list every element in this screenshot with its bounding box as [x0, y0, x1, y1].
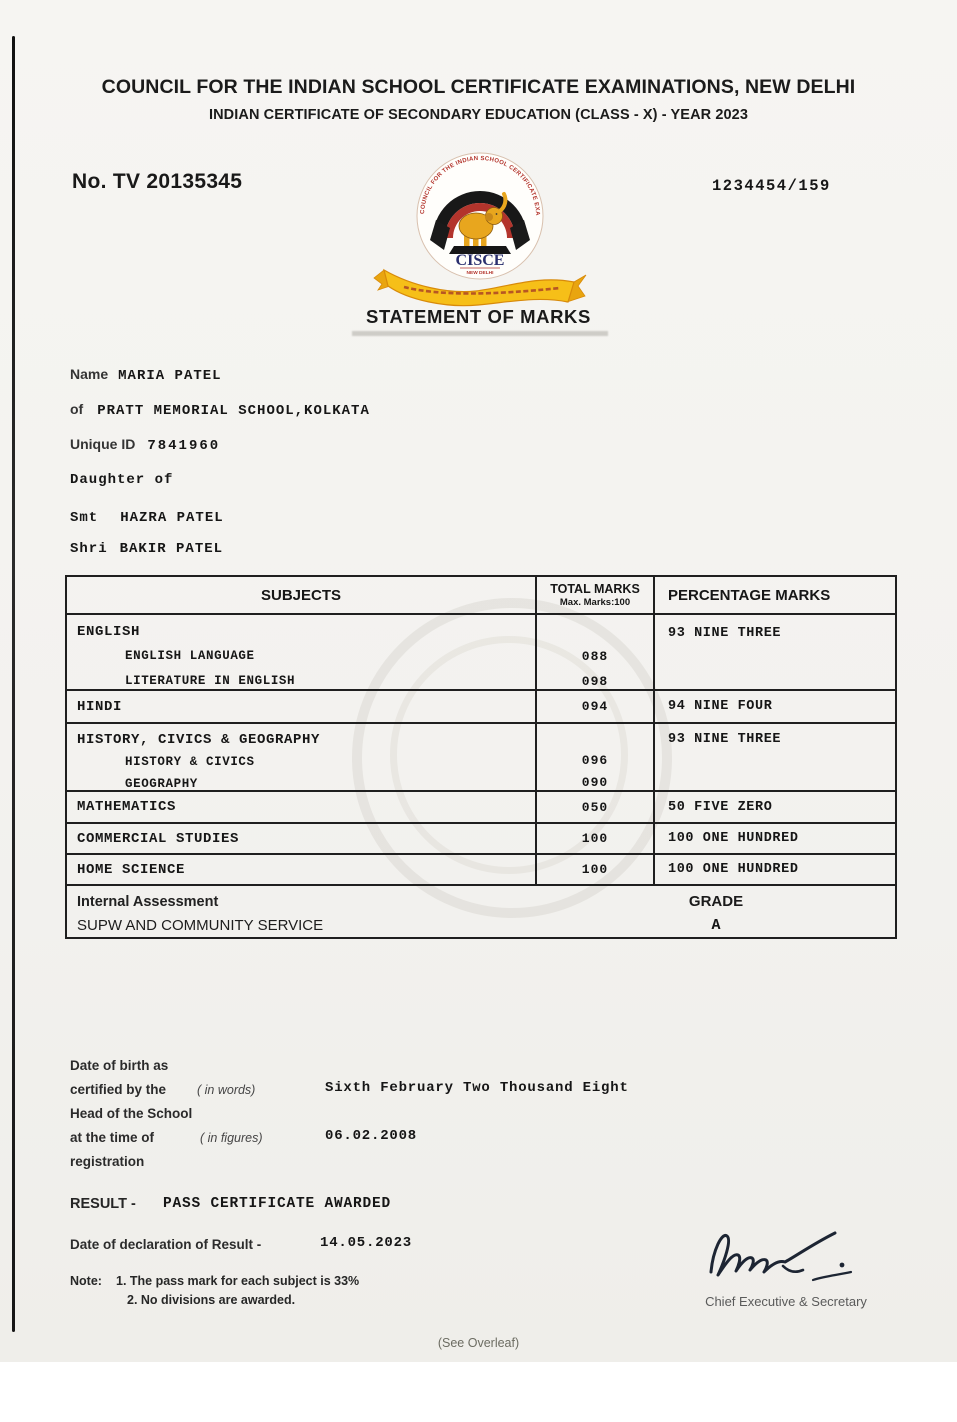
internal-assessment-label: Internal Assessment [77, 894, 219, 910]
subject-marks: 094 [581, 699, 609, 714]
table-row-internal-assessment [67, 884, 895, 937]
max-marks-label: Max. Marks:100 [559, 597, 631, 608]
dob-label-line4: at the time of [70, 1130, 155, 1145]
percentage-marks: 50 FIVE ZERO [668, 799, 773, 815]
declaration-date: 14.05.2023 [320, 1235, 413, 1251]
percentage-marks: 93 NINE THREE [668, 626, 782, 641]
subject-marks: 050 [581, 799, 609, 815]
dob-in-figures-value: 06.02.2008 [325, 1128, 418, 1144]
scan-bottom-margin [0, 1362, 957, 1422]
table-header-row [67, 577, 895, 613]
signatory-title: Chief Executive & Secretary [705, 1294, 867, 1309]
table-row-home-science [67, 853, 895, 884]
statement-title: STATEMENT OF MARKS [366, 306, 591, 327]
student-name-line [70, 366, 222, 384]
header-total-marks [535, 577, 653, 613]
mother-name: HAZRA PATEL [120, 510, 224, 526]
unique-id-label: Unique ID [70, 436, 136, 452]
subject-name: HINDI [77, 698, 123, 715]
subject-marks: 100 [581, 862, 609, 877]
header-council-line: COUNCIL FOR THE INDIAN SCHOOL CERTIFICATE EXAMINATIONS, NEW DELHI [101, 76, 856, 98]
name-label: Name [70, 366, 109, 382]
dob-label-line1: Date of birth as [70, 1058, 169, 1073]
percentage-marks: 93 NINE THREE [668, 732, 782, 747]
percentage-marks: 100 ONE HUNDRED [668, 862, 799, 877]
student-name: MARIA PATEL [118, 368, 222, 384]
sub-subject-name: HISTORY & CIVICS [125, 755, 255, 769]
sub-subject-name: GEOGRAPHY [125, 777, 198, 791]
header-percentage: PERCENTAGE MARKS [653, 577, 895, 613]
note-label: Note: [70, 1274, 102, 1288]
table-row-mathematics [67, 790, 895, 822]
cisce-seal-svg [370, 144, 594, 316]
seal-new-delhi-text: NEW DELHI [466, 271, 494, 276]
seal-cisce-text: CISCE [455, 252, 505, 269]
grade-value: A [711, 917, 721, 934]
mother-line [70, 510, 224, 526]
subject-name: HOME SCIENCE [77, 861, 186, 878]
unique-id-value: 7841960 [147, 438, 221, 454]
school-name: PRATT MEMORIAL SCHOOL,KOLKATA [97, 403, 370, 419]
certificate-number: No. TV 20135345 [72, 170, 243, 193]
document-header [30, 76, 927, 123]
header-subjects: SUBJECTS [260, 586, 342, 604]
in-figures-label: ( in figures) [200, 1131, 263, 1145]
unique-id-line [70, 436, 220, 454]
table-row-commercial-studies [67, 822, 895, 853]
percentage-marks: 94 NINE FOUR [668, 699, 773, 714]
seal-ring-text: COUNCIL FOR THE INDIAN SCHOOL CERTIFICATE EXA [419, 155, 541, 216]
table-row-history-civics-geography [67, 722, 895, 790]
total-marks-label: TOTAL MARKS [550, 582, 640, 596]
cisce-seal-icon [370, 144, 594, 316]
table-row-english [67, 613, 895, 689]
sub-subject-name: LITERATURE IN ENGLISH [125, 674, 296, 688]
sub-subject-marks: 098 [581, 674, 609, 689]
result-label: RESULT - [70, 1196, 136, 1212]
sub-subject-marks: 090 [581, 775, 609, 790]
note-line2: 2. No divisions are awarded. [127, 1293, 296, 1307]
title-smudge-artifact [352, 331, 608, 336]
serial-number: 1234454/159 [712, 177, 831, 195]
marks-table [65, 575, 897, 939]
percentage-marks: 100 ONE HUNDRED [668, 831, 799, 846]
declaration-label: Date of declaration of Result - [70, 1237, 262, 1252]
father-name: BAKIR PATEL [119, 541, 224, 557]
signature-icon [695, 1222, 867, 1292]
school-line [70, 401, 370, 419]
father-line [70, 541, 223, 557]
see-overleaf-note: (See Overleaf) [437, 1336, 520, 1350]
supw-label: SUPW AND COMMUNITY SERVICE [77, 917, 324, 934]
relation-line: Daughter of [70, 472, 174, 488]
mother-prefix: Smt [70, 510, 99, 526]
table-row-hindi [67, 689, 895, 722]
in-words-label: ( in words) [197, 1083, 256, 1097]
subject-name: ENGLISH [77, 624, 141, 640]
school-label: of [70, 401, 84, 417]
grade-label: GRADE [688, 893, 744, 910]
dob-label-line5: registration [70, 1154, 145, 1169]
scan-edge-artifact [12, 36, 15, 1332]
sub-subject-name: ENGLISH LANGUAGE [125, 649, 255, 663]
dob-label-line3: Head of the School [70, 1106, 193, 1121]
subject-name: HISTORY, CIVICS & GEOGRAPHY [77, 732, 321, 748]
header-exam-line: INDIAN CERTIFICATE OF SECONDARY EDUCATION (CLASS - X) - YEAR 2023 [208, 107, 749, 123]
subject-name: COMMERCIAL STUDIES [77, 830, 240, 847]
subject-name: MATHEMATICS [77, 799, 177, 815]
dob-label-line2: certified by the [70, 1082, 167, 1097]
father-prefix: Shri [70, 541, 108, 557]
sub-subject-marks: 088 [581, 649, 609, 664]
subject-marks: 100 [581, 831, 609, 846]
sub-subject-marks: 096 [581, 753, 609, 768]
result-value: PASS CERTIFICATE AWARDED [163, 1196, 392, 1212]
dob-in-words-value: Sixth February Two Thousand Eight [325, 1080, 629, 1096]
note-line1: 1. The pass mark for each subject is 33% [116, 1274, 360, 1288]
